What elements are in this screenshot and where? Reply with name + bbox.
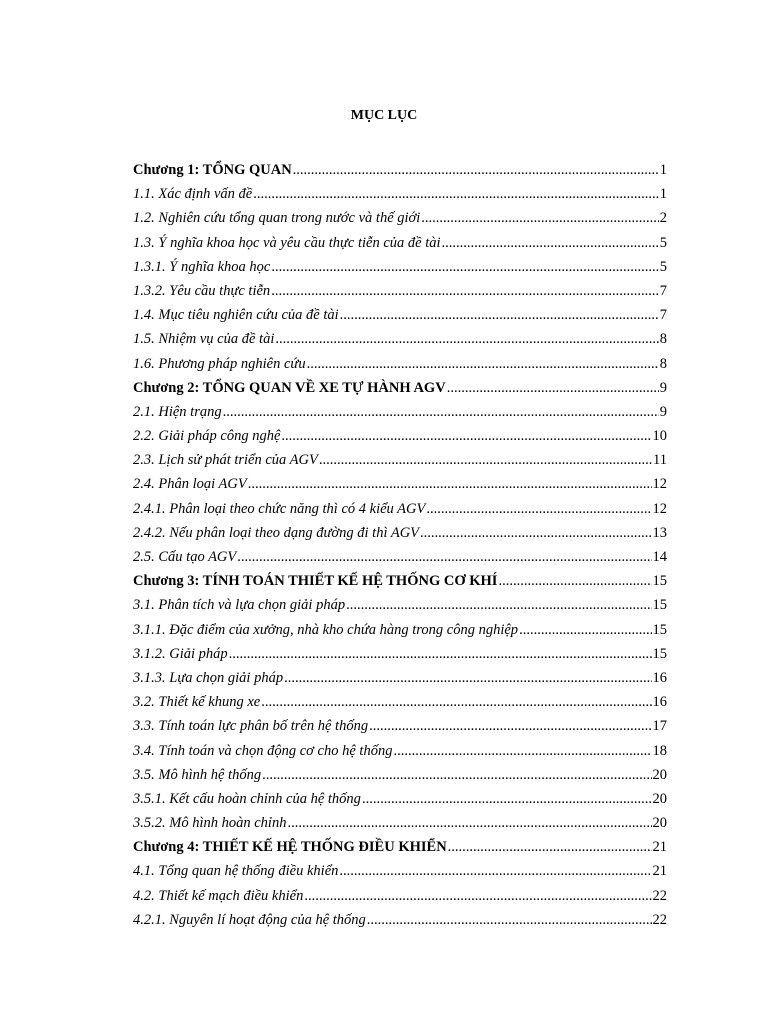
toc-entry-page: 20 (652, 815, 667, 832)
dot-leader (271, 279, 659, 303)
toc-entry[interactable] (133, 666, 667, 690)
toc-entry[interactable] (133, 448, 667, 472)
dot-leader (307, 352, 659, 376)
toc-entry-page: 17 (652, 718, 667, 735)
toc-entry-label: 4.2. Thiết kế mạch điều khiển (133, 887, 304, 904)
toc-entry-label: 3.5.2. Mô hình hoàn chỉnh (133, 815, 287, 832)
dot-leader (426, 497, 651, 521)
toc-entry-label: 1.1. Xác định vấn đề (133, 186, 253, 203)
toc-entry[interactable] (133, 593, 667, 617)
toc-entry-page: 20 (652, 766, 667, 783)
toc-entry-page: 22 (652, 887, 667, 904)
dot-leader (262, 763, 651, 787)
toc-entry-page: 9 (659, 403, 667, 420)
toc-title: MỤC LỤC (350, 108, 418, 123)
toc-entry-label: 3.3. Tính toán lực phân bố trên hệ thống (133, 718, 369, 735)
dot-leader (261, 690, 651, 714)
toc-entry[interactable] (133, 158, 667, 182)
toc-entry[interactable] (133, 521, 667, 545)
toc-entry-label: 3.5. Mô hình hệ thống (133, 766, 262, 783)
toc-entry[interactable] (133, 763, 667, 787)
toc-entry[interactable] (133, 206, 667, 230)
toc-entry-page: 15 (652, 645, 667, 662)
dot-leader (519, 618, 651, 642)
dot-leader (421, 206, 658, 230)
dot-leader (237, 545, 651, 569)
toc-entry[interactable] (133, 811, 667, 835)
toc-entry-page: 15 (652, 621, 667, 638)
toc-entry-page: 22 (652, 911, 667, 928)
toc-entry[interactable] (133, 739, 667, 763)
toc-entry-page: 21 (652, 863, 667, 880)
toc-entry-label: 1.3.2. Yêu cầu thực tiễn (133, 282, 271, 299)
toc-entry[interactable] (133, 303, 667, 327)
toc-entry-label: 3.1. Phân tích và lựa chọn giải pháp (133, 597, 346, 614)
toc-entry[interactable] (133, 231, 667, 255)
dot-leader (447, 376, 659, 400)
toc-entry[interactable] (133, 908, 667, 932)
toc-entry-label: 1.5. Nhiệm vụ của đề tài (133, 331, 275, 348)
toc-entry-label: 2.5. Cấu tạo AGV (133, 549, 237, 565)
toc-entry-page: 16 (652, 669, 667, 686)
toc-entry-label: Chương 1: TỔNG QUAN (133, 162, 292, 178)
toc-entry-page: 12 (652, 476, 667, 493)
dot-leader (442, 231, 659, 255)
toc-entry-label: 3.1.3. Lựa chọn giải pháp (133, 669, 284, 686)
toc-entry[interactable] (133, 255, 667, 279)
toc-entry-page: 5 (659, 258, 667, 275)
dot-leader (223, 400, 659, 424)
toc-entry-page: 13 (652, 524, 667, 541)
dot-leader (287, 811, 651, 835)
toc-entry-page: 18 (652, 742, 667, 759)
toc-entry-page: 1 (659, 186, 667, 203)
toc-entry-page: 7 (659, 282, 667, 299)
toc-entry-label: 1.3. Ý nghĩa khoa học và yêu cầu thực tiễn của đề tài (133, 234, 441, 251)
toc-entry[interactable] (133, 327, 667, 351)
toc-entry-page: 1 (659, 162, 667, 178)
dot-leader (319, 448, 652, 472)
toc-entry-page: 15 (652, 597, 667, 614)
toc-entry[interactable] (133, 618, 667, 642)
toc-entry-label: 3.2. Thiết kế khung xe (133, 694, 261, 711)
toc-entry-page: 2 (659, 210, 667, 227)
toc-entry-label: 4.2.1. Nguyên lí hoạt động của hệ thống (133, 911, 366, 928)
toc-entry-page: 5 (659, 234, 667, 251)
toc-entry-page: 21 (652, 839, 667, 856)
dot-leader (281, 424, 651, 448)
toc-entry[interactable] (133, 545, 667, 569)
dot-leader (253, 182, 659, 206)
toc-entry-label: 2.2. Giải pháp công nghệ (133, 428, 281, 445)
dot-leader (448, 835, 652, 859)
toc-entry[interactable] (133, 182, 667, 206)
dot-leader (367, 908, 652, 932)
toc-entry[interactable] (133, 835, 667, 859)
dot-leader (248, 472, 652, 496)
toc-entry-label: 1.6. Phương pháp nghiên cứu (133, 355, 306, 372)
toc-entry-page: 9 (659, 379, 667, 396)
toc-entry-label: 3.4. Tính toán và chọn động cơ cho hệ thống (133, 742, 393, 759)
toc-entry[interactable] (133, 376, 667, 400)
table-of-contents (133, 158, 667, 932)
dot-leader (275, 327, 658, 351)
toc-entry-page: 7 (659, 307, 667, 324)
toc-entry[interactable] (133, 569, 667, 593)
toc-entry-label: Chương 4: THIẾT KẾ HỆ THỐNG ĐIỀU KHIỂN (133, 839, 447, 856)
toc-entry[interactable] (133, 642, 667, 666)
toc-entry-label: 3.5.1. Kết cấu hoàn chỉnh của hệ thống (133, 790, 361, 807)
toc-entry[interactable] (133, 787, 667, 811)
toc-entry[interactable] (133, 279, 667, 303)
toc-entry[interactable] (133, 690, 667, 714)
toc-entry-page: 14 (652, 549, 667, 565)
dot-leader (420, 521, 651, 545)
toc-entry-label: Chương 3: TÍNH TOÁN THIẾT KẾ HỆ THỐNG CƠ KHÍ (133, 573, 498, 590)
toc-entry-label: 2.4.2. Nếu phân loại theo dạng đường đi thì AGV (133, 524, 420, 541)
toc-entry-label: 1.2. Nghiên cứu tổng quan trong nước và thế giới (133, 210, 421, 227)
dot-leader (293, 158, 659, 182)
toc-entry-label: 2.1. Hiện trạng (133, 403, 222, 420)
toc-entry-label: 2.4.1. Phân loại theo chức năng thì có 4 kiểu AGV (133, 500, 426, 517)
toc-entry-page: 12 (652, 500, 667, 517)
dot-leader (229, 642, 652, 666)
toc-entry[interactable] (133, 424, 667, 448)
toc-entry-label: 2.4. Phân loại AGV (133, 476, 247, 493)
dot-leader (340, 303, 659, 327)
toc-entry[interactable] (133, 497, 667, 521)
toc-entry-label: 4.1. Tổng quan hệ thống điều khiển (133, 863, 339, 880)
toc-entry-label: Chương 2: TỔNG QUAN VỀ XE TỰ HÀNH AGV (133, 379, 446, 396)
toc-entry[interactable] (133, 400, 667, 424)
toc-entry-label: 3.1.2. Giải pháp (133, 645, 228, 662)
toc-entry-page: 11 (653, 452, 667, 469)
dot-leader (346, 593, 651, 617)
toc-entry-label: 2.3. Lịch sử phát triển của AGV (133, 452, 318, 469)
toc-entry[interactable] (133, 714, 667, 738)
dot-leader (271, 255, 658, 279)
toc-entry-label: 3.1.1. Đặc điểm của xưởng, nhà kho chứa hàng trong công nghiệp (133, 621, 519, 638)
toc-entry-page: 16 (652, 694, 667, 711)
toc-entry-page: 8 (659, 355, 667, 372)
toc-entry[interactable] (133, 859, 667, 883)
toc-entry[interactable] (133, 352, 667, 376)
dot-leader (304, 884, 651, 908)
toc-entry-page: 20 (652, 790, 667, 807)
toc-entry-page: 15 (652, 573, 667, 590)
toc-entry-page: 10 (652, 428, 667, 445)
dot-leader (393, 739, 651, 763)
dot-leader (284, 666, 651, 690)
dot-leader (362, 787, 652, 811)
toc-entry[interactable] (133, 472, 667, 496)
dot-leader (498, 569, 651, 593)
dot-leader (369, 714, 651, 738)
toc-entry-label: 1.3.1. Ý nghĩa khoa học (133, 258, 271, 275)
toc-entry-label: 1.4. Mục tiêu nghiên cứu của đề tài (133, 307, 339, 324)
toc-entry-page: 8 (659, 331, 667, 348)
toc-entry[interactable] (133, 884, 667, 908)
dot-leader (339, 859, 651, 883)
